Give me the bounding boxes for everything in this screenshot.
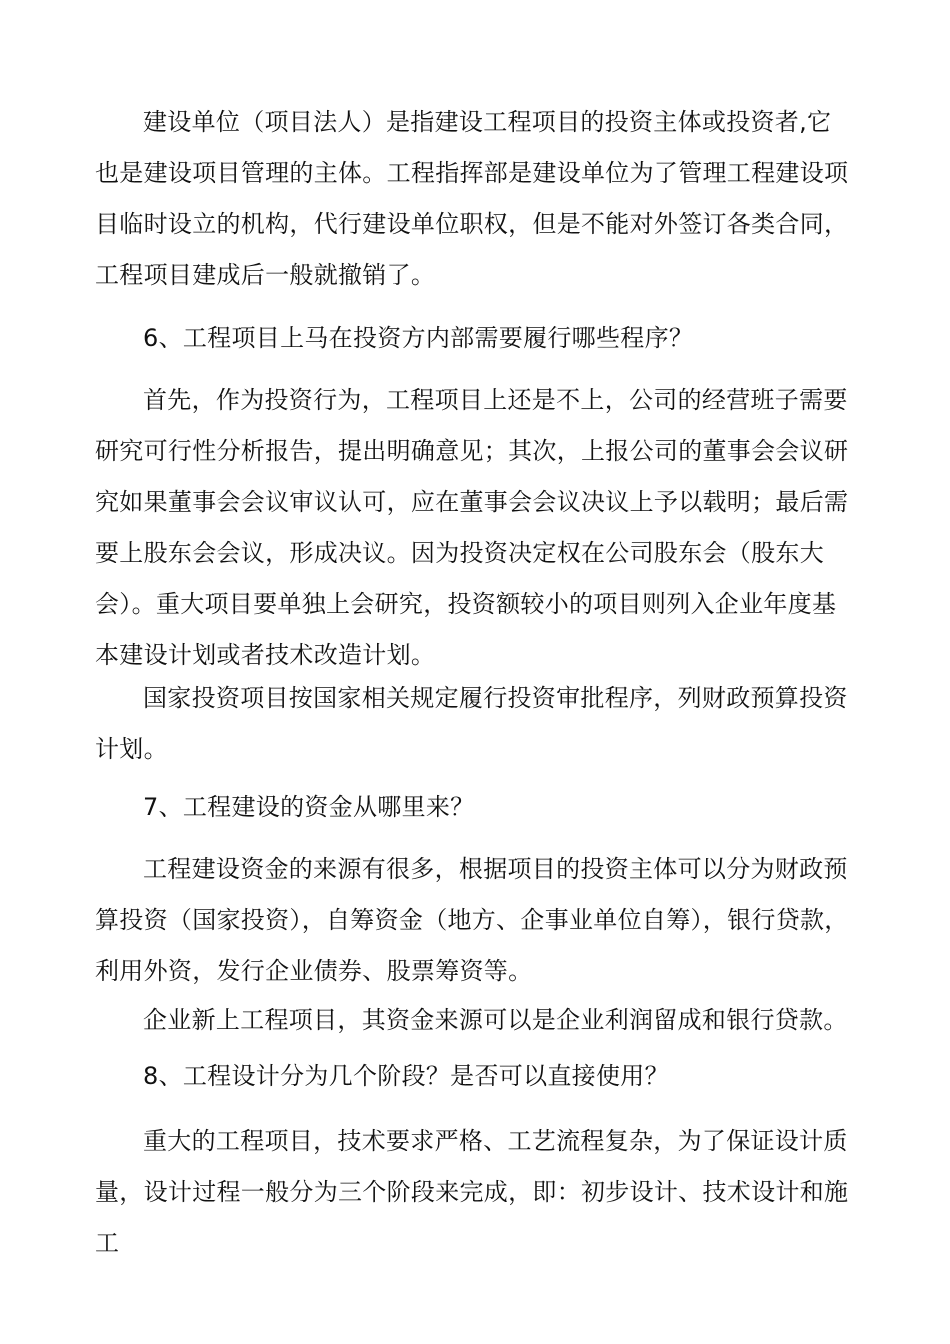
- heading-question-6: 6、工程项目上马在投资方内部需要履行哪些程序？: [143, 324, 694, 352]
- heading-question-8: 8、工程设计分为几个阶段？是否可以直接使用？: [143, 1062, 669, 1090]
- paragraph-state-investment: 国家投资项目按国家相关规定履行投资审批程序，列财政预算投资计划。: [95, 684, 848, 763]
- paragraph-design-stages: 重大的工程项目，技术要求严格、工艺流程复杂，为了保证设计质量，设计过程一般分为三个阶段来完成，即：初步设计、技术设计和施工: [95, 1127, 849, 1257]
- paragraph-fund-sources: 工程建设资金的来源有很多，根据项目的投资主体可以分为财政预算投资（国家投资），自筹资金（地方、企事业单位自筹），银行贷款，利用外资，发行企业债券、股票筹资等。: [95, 855, 849, 985]
- heading-question-7: 7、工程建设的资金从哪里来？: [143, 793, 475, 821]
- paragraph-enterprise-funding: 企业新上工程项目，其资金来源可以是企业利润留成和银行贷款。: [143, 1006, 848, 1034]
- paragraph-construction-unit: 建设单位（项目法人）是指建设工程项目的投资主体或投资者,它也是建设项目管理的主体。工程指挥部是建设单位为了管理工程建设项目临时设立的机构，代行建设单位职权，但是不能对外签订各类合同，工程项目建成后一般就撤销了。: [95, 108, 849, 289]
- paragraph-investment-procedure: 首先，作为投资行为，工程项目上还是不上，公司的经营班子需要研究可行性分析报告，提出明确意见；其次，上报公司的董事会会议研究如果董事会会议审议认可，应在董事会会议决议上予以载明；最后需要上股东会会议，形成决议。因为投资决定权在公司股东会（股东大会）。重大项目要单独上会研究，投资额较小的项目则列入企业年度基本建设计划或者技术改造计划。: [95, 386, 849, 669]
